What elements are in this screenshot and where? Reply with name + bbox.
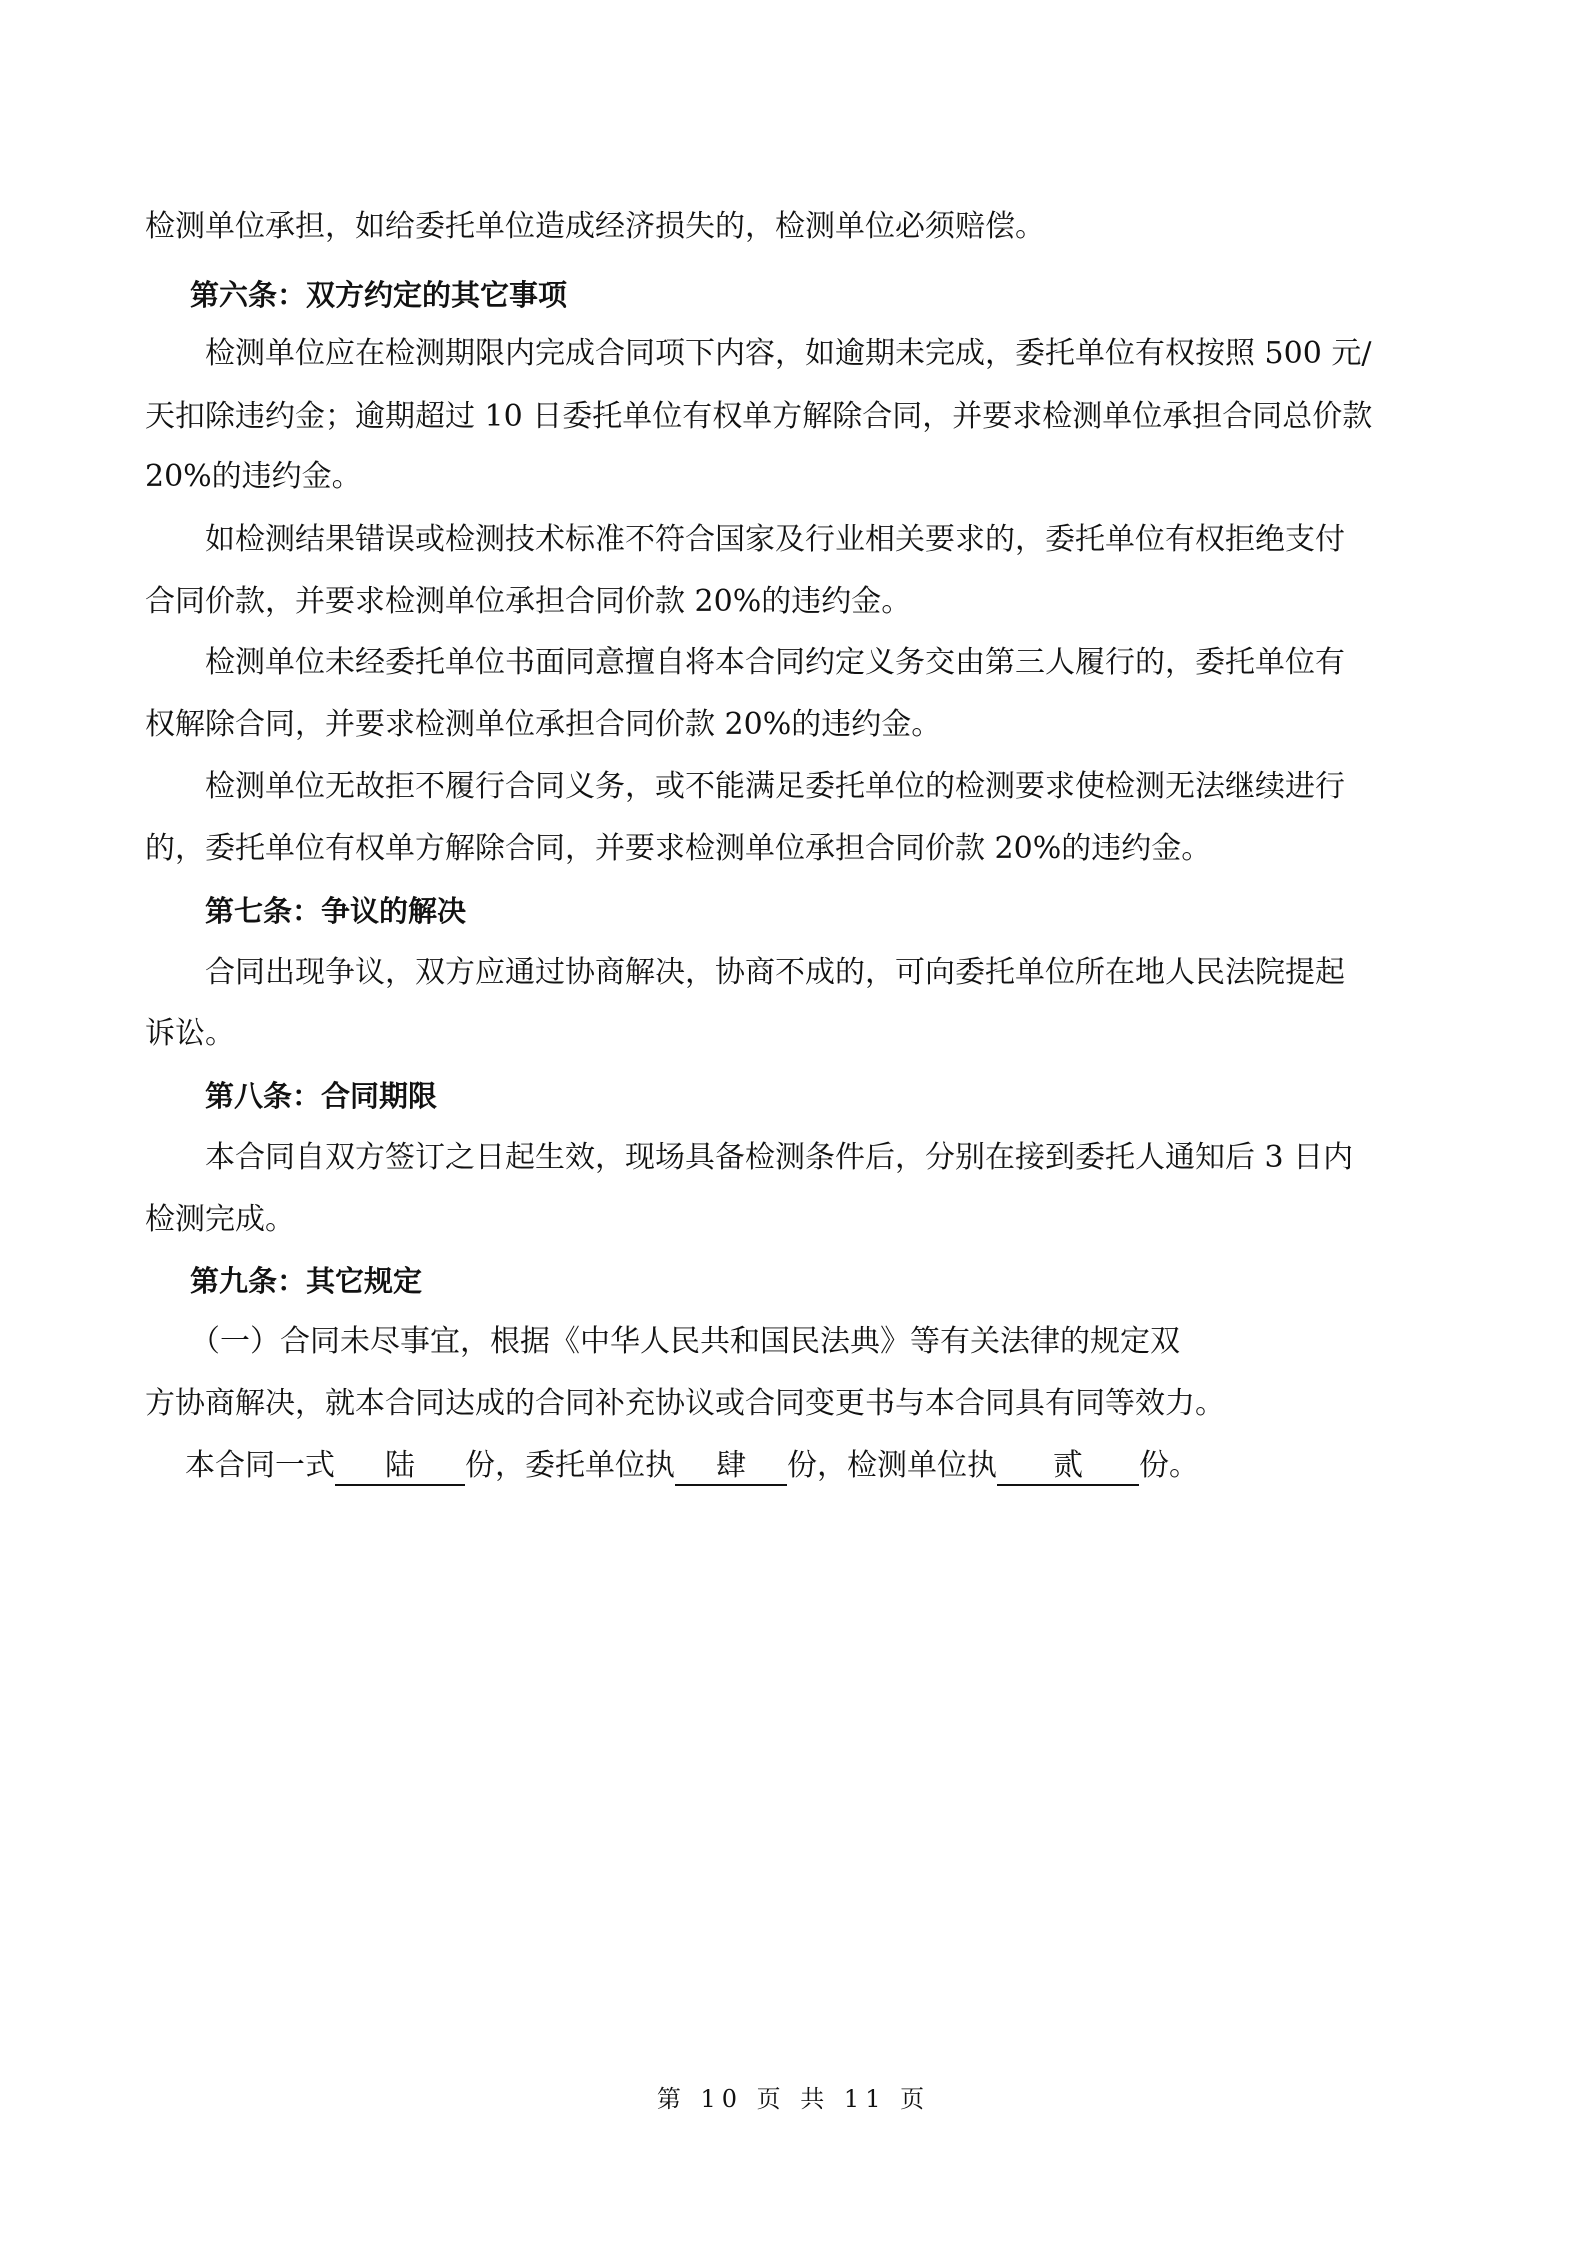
copies-mid2: 份，检测单位执 — [787, 1448, 997, 1483]
copies-total-blank: 陆 — [335, 1448, 465, 1486]
paragraph-line: （一）合同未尽事宜，根据《中华人民共和国民法典》等有关法律的规定双 — [190, 1324, 1180, 1359]
section-heading-7: 第七条：争议的解决 — [205, 894, 467, 928]
section-heading-8: 第八条：合同期限 — [205, 1079, 438, 1113]
paragraph-line: 合同出现争议，双方应通过协商解决，协商不成的，可向委托单位所在地人民法院提起 — [205, 955, 1345, 990]
paragraph-line: 20%的违约金。 — [145, 459, 362, 494]
section-heading-6: 第六条：双方约定的其它事项 — [190, 278, 568, 312]
paragraph-line: 检测完成。 — [145, 1202, 295, 1237]
page-number-footer: 第 10 页 共 11 页 — [656, 2085, 931, 2113]
paragraph-line: 检测单位未经委托单位书面同意擅自将本合同约定义务交由第三人履行的，委托单位有 — [205, 645, 1345, 680]
copies-line — [185, 1446, 1199, 1486]
paragraph-line: 诉讼。 — [145, 1016, 235, 1051]
paragraph-line: 检测单位承担，如给委托单位造成经济损失的，检测单位必须赔偿。 — [145, 209, 1045, 244]
section-heading-9: 第九条：其它规定 — [190, 1264, 423, 1298]
copies-client-blank: 肆 — [675, 1448, 787, 1486]
copies-tester-blank: 贰 — [997, 1448, 1139, 1486]
paragraph-line: 方协商解决，就本合同达成的合同补充协议或合同变更书与本合同具有同等效力。 — [145, 1386, 1225, 1421]
paragraph-line: 权解除合同，并要求检测单位承担合同价款 20%的违约金。 — [145, 707, 942, 742]
paragraph-line: 合同价款，并要求检测单位承担合同价款 20%的违约金。 — [145, 584, 912, 619]
copies-prefix: 本合同一式 — [185, 1448, 335, 1483]
paragraph-line: 天扣除违约金；逾期超过 10 日委托单位有权单方解除合同，并要求检测单位承担合同总价款 — [145, 399, 1373, 434]
paragraph-line: 本合同自双方签订之日起生效，现场具备检测条件后，分别在接到委托人通知后 3 日内 — [205, 1140, 1354, 1175]
paragraph-line: 检测单位无故拒不履行合同义务，或不能满足委托单位的检测要求使检测无法继续进行 — [205, 769, 1345, 804]
paragraph-line: 如检测结果错误或检测技术标准不符合国家及行业相关要求的，委托单位有权拒绝支付 — [205, 522, 1345, 557]
paragraph-line: 检测单位应在检测期限内完成合同项下内容，如逾期未完成，委托单位有权按照 500 元/ — [205, 336, 1372, 371]
copies-suffix: 份。 — [1139, 1448, 1199, 1483]
paragraph-line: 的，委托单位有权单方解除合同，并要求检测单位承担合同价款 20%的违约金。 — [145, 831, 1212, 866]
copies-mid1: 份，委托单位执 — [465, 1448, 675, 1483]
